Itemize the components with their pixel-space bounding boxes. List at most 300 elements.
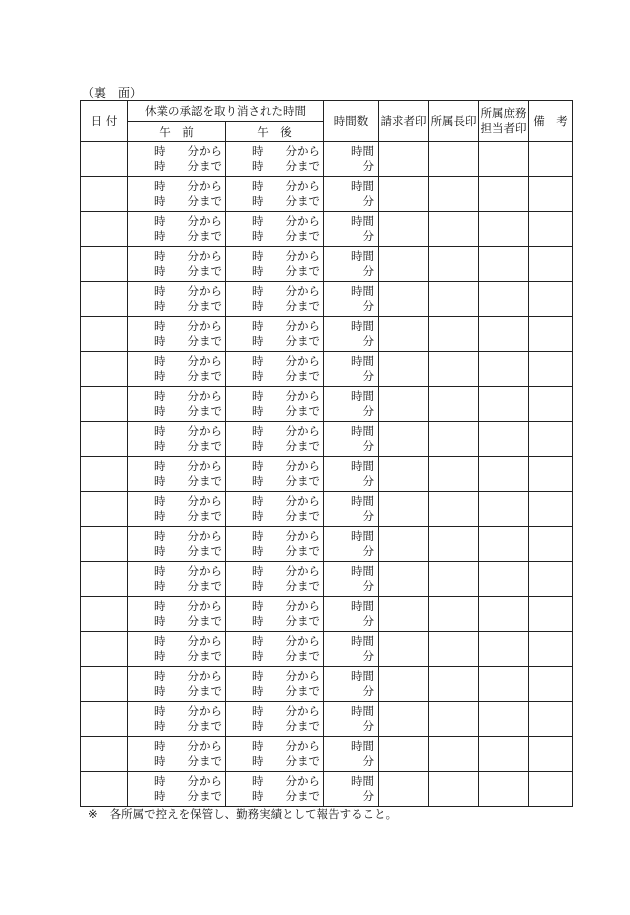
am-ji: 時: [154, 389, 166, 403]
chief-seal-cell[interactable]: [429, 492, 479, 527]
pm-ji: 時: [252, 739, 264, 753]
am-ji: 時: [154, 179, 166, 193]
pm-ji: 時: [252, 494, 264, 508]
pm-ji: 時: [252, 719, 264, 733]
pm-ji: 時: [252, 634, 264, 648]
am-ji: 時: [154, 739, 166, 753]
pm-fun-made: 分まで: [285, 369, 320, 383]
requester-seal-cell[interactable]: [379, 457, 429, 492]
hours-cell[interactable]: [324, 667, 379, 702]
notes-cell[interactable]: [529, 527, 573, 562]
table-row: [81, 247, 573, 282]
pm-time-cell[interactable]: [226, 562, 324, 597]
hours-cell[interactable]: [324, 247, 379, 282]
pm-ji: 時: [252, 194, 264, 208]
am-ji: 時: [154, 634, 166, 648]
staff-seal-cell[interactable]: [479, 737, 529, 772]
staff-seal-cell[interactable]: [479, 702, 529, 737]
staff-seal-cell[interactable]: [479, 667, 529, 702]
pm-ji: 時: [252, 579, 264, 593]
date-cell[interactable]: [81, 737, 128, 772]
hours-cell[interactable]: [324, 212, 379, 247]
pm-fun-kara: 分から: [285, 179, 320, 193]
am-time-cell[interactable]: [128, 597, 226, 632]
am-ji: 時: [154, 719, 166, 733]
am-ji: 時: [154, 564, 166, 578]
pm-fun-kara: 分から: [285, 424, 320, 438]
header-staff-seal-line2: 担当者印: [480, 121, 527, 135]
staff-seal-cell[interactable]: [479, 247, 529, 282]
pm-fun-kara: 分から: [285, 389, 320, 403]
am-ji: 時: [154, 704, 166, 718]
chief-seal-cell[interactable]: [429, 632, 479, 667]
hours-fun: 分: [362, 474, 374, 488]
hours-cell[interactable]: [324, 562, 379, 597]
hours-jikan: 時間: [351, 669, 374, 683]
pm-fun-made: 分まで: [285, 404, 320, 418]
date-cell[interactable]: [81, 667, 128, 702]
hours-cell[interactable]: [324, 387, 379, 422]
requester-seal-cell[interactable]: [379, 632, 429, 667]
pm-ji: 時: [252, 544, 264, 558]
hours-jikan: 時間: [351, 179, 374, 193]
chief-seal-cell[interactable]: [429, 562, 479, 597]
table-row: [81, 177, 573, 212]
date-cell[interactable]: [81, 142, 128, 177]
staff-seal-cell[interactable]: [479, 562, 529, 597]
notes-cell[interactable]: [529, 562, 573, 597]
hours-jikan: 時間: [351, 599, 374, 613]
am-fun-kara: 分から: [187, 354, 222, 368]
am-time-cell[interactable]: [128, 387, 226, 422]
requester-seal-cell[interactable]: [379, 562, 429, 597]
pm-time-cell[interactable]: [226, 772, 324, 807]
chief-seal-cell[interactable]: [429, 527, 479, 562]
pm-fun-made: 分まで: [285, 334, 320, 348]
am-time-cell[interactable]: [128, 317, 226, 352]
am-fun-kara: 分から: [187, 669, 222, 683]
table-body: [81, 142, 573, 807]
notes-cell[interactable]: [529, 772, 573, 807]
date-cell[interactable]: [81, 597, 128, 632]
am-fun-kara: 分から: [187, 284, 222, 298]
pm-ji: 時: [252, 564, 264, 578]
pm-time-cell[interactable]: [226, 632, 324, 667]
pm-ji: 時: [252, 704, 264, 718]
am-ji: 時: [154, 264, 166, 278]
table-row: [81, 387, 573, 422]
staff-seal-cell[interactable]: [479, 317, 529, 352]
table-row: [81, 667, 573, 702]
chief-seal-cell[interactable]: [429, 737, 479, 772]
header-pm: 午 後: [226, 122, 324, 142]
chief-seal-cell[interactable]: [429, 702, 479, 737]
staff-seal-cell[interactable]: [479, 457, 529, 492]
chief-seal-cell[interactable]: [429, 667, 479, 702]
table-row: [81, 492, 573, 527]
am-time-cell[interactable]: [128, 422, 226, 457]
notes-cell[interactable]: [529, 492, 573, 527]
pm-time-cell[interactable]: [226, 597, 324, 632]
pm-time-cell[interactable]: [226, 667, 324, 702]
am-ji: 時: [154, 369, 166, 383]
am-fun-made: 分まで: [187, 544, 222, 558]
pm-time-cell[interactable]: [226, 282, 324, 317]
chief-seal-cell[interactable]: [429, 212, 479, 247]
hours-jikan: 時間: [351, 494, 374, 508]
am-ji: 時: [154, 404, 166, 418]
notes-cell[interactable]: [529, 387, 573, 422]
header-leave-title: 休業の承認を取り消された時間: [128, 101, 324, 122]
pm-ji: 時: [252, 229, 264, 243]
staff-seal-cell[interactable]: [479, 422, 529, 457]
requester-seal-cell[interactable]: [379, 422, 429, 457]
table-row: [81, 702, 573, 737]
table-row: [81, 772, 573, 807]
hours-cell[interactable]: [324, 772, 379, 807]
pm-fun-made: 分まで: [285, 754, 320, 768]
date-cell[interactable]: [81, 177, 128, 212]
chief-seal-cell[interactable]: [429, 142, 479, 177]
pm-ji: 時: [252, 284, 264, 298]
am-fun-kara: 分から: [187, 739, 222, 753]
table-row: [81, 632, 573, 667]
staff-seal-cell[interactable]: [479, 387, 529, 422]
date-cell[interactable]: [81, 352, 128, 387]
hours-jikan: 時間: [351, 459, 374, 473]
pm-time-cell[interactable]: [226, 142, 324, 177]
am-time-cell[interactable]: [128, 247, 226, 282]
hours-cell[interactable]: [324, 492, 379, 527]
hours-fun: 分: [362, 684, 374, 698]
am-fun-kara: 分から: [187, 319, 222, 333]
am-fun-made: 分まで: [187, 754, 222, 768]
hours-jikan: 時間: [351, 529, 374, 543]
hours-fun: 分: [362, 579, 374, 593]
notes-cell[interactable]: [529, 177, 573, 212]
pm-ji: 時: [252, 179, 264, 193]
am-fun-kara: 分から: [187, 634, 222, 648]
am-time-cell[interactable]: [128, 212, 226, 247]
pm-ji: 時: [252, 669, 264, 683]
hours-jikan: 時間: [351, 704, 374, 718]
hours-cell[interactable]: [324, 177, 379, 212]
am-fun-made: 分まで: [187, 649, 222, 663]
pm-fun-kara: 分から: [285, 529, 320, 543]
date-cell[interactable]: [81, 527, 128, 562]
am-time-cell[interactable]: [128, 527, 226, 562]
pm-ji: 時: [252, 474, 264, 488]
am-time-cell[interactable]: [128, 142, 226, 177]
am-fun-kara: 分から: [187, 564, 222, 578]
am-ji: 時: [154, 334, 166, 348]
am-ji: 時: [154, 684, 166, 698]
notes-cell[interactable]: [529, 142, 573, 177]
date-cell[interactable]: [81, 772, 128, 807]
pm-fun-made: 分まで: [285, 579, 320, 593]
pm-time-cell[interactable]: [226, 457, 324, 492]
am-time-cell[interactable]: [128, 667, 226, 702]
date-cell[interactable]: [81, 317, 128, 352]
hours-fun: 分: [362, 754, 374, 768]
requester-seal-cell[interactable]: [379, 772, 429, 807]
pm-fun-kara: 分から: [285, 144, 320, 158]
pm-ji: 時: [252, 774, 264, 788]
hours-fun: 分: [362, 369, 374, 383]
table-row: [81, 562, 573, 597]
requester-seal-cell[interactable]: [379, 387, 429, 422]
hours-cell[interactable]: [324, 282, 379, 317]
pm-fun-made: 分まで: [285, 229, 320, 243]
pm-ji: 時: [252, 529, 264, 543]
staff-seal-cell[interactable]: [479, 142, 529, 177]
chief-seal-cell[interactable]: [429, 597, 479, 632]
pm-ji: 時: [252, 319, 264, 333]
hours-fun: 分: [362, 439, 374, 453]
pm-fun-made: 分まで: [285, 509, 320, 523]
table-row: [81, 527, 573, 562]
staff-seal-cell[interactable]: [479, 632, 529, 667]
hours-fun: 分: [362, 194, 374, 208]
pm-fun-kara: 分から: [285, 249, 320, 263]
date-cell[interactable]: [81, 422, 128, 457]
am-ji: 時: [154, 354, 166, 368]
pm-ji: 時: [252, 789, 264, 803]
staff-seal-cell[interactable]: [479, 352, 529, 387]
requester-seal-cell[interactable]: [379, 667, 429, 702]
am-ji: 時: [154, 299, 166, 313]
date-cell[interactable]: [81, 247, 128, 282]
pm-time-cell[interactable]: [226, 702, 324, 737]
pm-ji: 時: [252, 614, 264, 628]
pm-ji: 時: [252, 389, 264, 403]
am-fun-kara: 分から: [187, 459, 222, 473]
pm-fun-kara: 分から: [285, 564, 320, 578]
staff-seal-cell[interactable]: [479, 527, 529, 562]
date-cell[interactable]: [81, 387, 128, 422]
pm-ji: 時: [252, 599, 264, 613]
hours-jikan: 時間: [351, 739, 374, 753]
notes-cell[interactable]: [529, 457, 573, 492]
date-cell[interactable]: [81, 492, 128, 527]
pm-time-cell[interactable]: [226, 492, 324, 527]
hours-jikan: 時間: [351, 424, 374, 438]
hours-fun: 分: [362, 404, 374, 418]
am-ji: 時: [154, 424, 166, 438]
date-cell[interactable]: [81, 457, 128, 492]
pm-time-cell[interactable]: [226, 422, 324, 457]
chief-seal-cell[interactable]: [429, 457, 479, 492]
header-am: 午 前: [128, 122, 226, 142]
notes-cell[interactable]: [529, 667, 573, 702]
staff-seal-cell[interactable]: [479, 772, 529, 807]
pm-fun-kara: 分から: [285, 319, 320, 333]
pm-time-cell[interactable]: [226, 352, 324, 387]
am-ji: 時: [154, 249, 166, 263]
hours-jikan: 時間: [351, 564, 374, 578]
pm-time-cell[interactable]: [226, 527, 324, 562]
chief-seal-cell[interactable]: [429, 772, 479, 807]
am-ji: 時: [154, 229, 166, 243]
am-fun-kara: 分から: [187, 144, 222, 158]
pm-time-cell[interactable]: [226, 387, 324, 422]
staff-seal-cell[interactable]: [479, 492, 529, 527]
requester-seal-cell[interactable]: [379, 737, 429, 772]
requester-seal-cell[interactable]: [379, 282, 429, 317]
hours-cell[interactable]: [324, 142, 379, 177]
am-time-cell[interactable]: [128, 352, 226, 387]
pm-fun-kara: 分から: [285, 704, 320, 718]
pm-fun-kara: 分から: [285, 634, 320, 648]
am-fun-kara: 分から: [187, 774, 222, 788]
hours-jikan: 時間: [351, 319, 374, 333]
am-ji: 時: [154, 284, 166, 298]
pm-fun-made: 分まで: [285, 264, 320, 278]
date-cell[interactable]: [81, 702, 128, 737]
am-fun-kara: 分から: [187, 389, 222, 403]
am-fun-made: 分まで: [187, 474, 222, 488]
table-row: [81, 597, 573, 632]
hours-fun: 分: [362, 789, 374, 803]
requester-seal-cell[interactable]: [379, 317, 429, 352]
am-ji: 時: [154, 789, 166, 803]
pm-ji: 時: [252, 424, 264, 438]
pm-ji: 時: [252, 334, 264, 348]
notes-cell[interactable]: [529, 702, 573, 737]
notes-cell[interactable]: [529, 212, 573, 247]
hours-fun: 分: [362, 544, 374, 558]
requester-seal-cell[interactable]: [379, 212, 429, 247]
hours-cell[interactable]: [324, 422, 379, 457]
am-time-cell[interactable]: [128, 457, 226, 492]
am-ji: 時: [154, 494, 166, 508]
date-cell[interactable]: [81, 282, 128, 317]
am-fun-kara: 分から: [187, 529, 222, 543]
am-ji: 時: [154, 529, 166, 543]
am-ji: 時: [154, 144, 166, 158]
am-time-cell[interactable]: [128, 772, 226, 807]
hours-cell[interactable]: [324, 702, 379, 737]
am-time-cell[interactable]: [128, 492, 226, 527]
pm-time-cell[interactable]: [226, 247, 324, 282]
am-fun-kara: 分から: [187, 599, 222, 613]
staff-seal-cell[interactable]: [479, 212, 529, 247]
am-time-cell[interactable]: [128, 702, 226, 737]
hours-cell[interactable]: [324, 352, 379, 387]
footnote-text: 各所属で控えを保管し、勤務実績として報告すること。: [109, 807, 398, 821]
table-row: [81, 142, 573, 177]
am-ji: 時: [154, 579, 166, 593]
requester-seal-cell[interactable]: [379, 597, 429, 632]
am-fun-kara: 分から: [187, 494, 222, 508]
hours-fun: 分: [362, 719, 374, 733]
date-cell[interactable]: [81, 562, 128, 597]
requester-seal-cell[interactable]: [379, 492, 429, 527]
notes-cell[interactable]: [529, 282, 573, 317]
notes-cell[interactable]: [529, 632, 573, 667]
notes-cell[interactable]: [529, 247, 573, 282]
table-row: [81, 737, 573, 772]
hours-cell[interactable]: [324, 597, 379, 632]
pm-fun-kara: 分から: [285, 284, 320, 298]
hours-fun: 分: [362, 159, 374, 173]
pm-fun-made: 分まで: [285, 194, 320, 208]
chief-seal-cell[interactable]: [429, 387, 479, 422]
hours-cell[interactable]: [324, 457, 379, 492]
requester-seal-cell[interactable]: [379, 142, 429, 177]
am-time-cell[interactable]: [128, 562, 226, 597]
notes-cell[interactable]: [529, 422, 573, 457]
am-fun-made: 分まで: [187, 684, 222, 698]
staff-seal-cell[interactable]: [479, 282, 529, 317]
notes-cell[interactable]: [529, 597, 573, 632]
am-fun-made: 分まで: [187, 194, 222, 208]
pm-ji: 時: [252, 404, 264, 418]
am-fun-made: 分まで: [187, 159, 222, 173]
am-ji: 時: [154, 649, 166, 663]
am-fun-made: 分まで: [187, 579, 222, 593]
date-cell[interactable]: [81, 632, 128, 667]
am-time-cell[interactable]: [128, 632, 226, 667]
notes-cell[interactable]: [529, 352, 573, 387]
pm-ji: 時: [252, 459, 264, 473]
am-ji: 時: [154, 509, 166, 523]
page-label: （裏 面）: [82, 86, 143, 100]
chief-seal-cell[interactable]: [429, 247, 479, 282]
staff-seal-cell[interactable]: [479, 177, 529, 212]
am-fun-kara: 分から: [187, 249, 222, 263]
hours-cell[interactable]: [324, 317, 379, 352]
hours-fun: 分: [362, 264, 374, 278]
footnote-mark: ※: [88, 807, 98, 821]
am-time-cell[interactable]: [128, 282, 226, 317]
requester-seal-cell[interactable]: [379, 352, 429, 387]
staff-seal-cell[interactable]: [479, 597, 529, 632]
hours-cell[interactable]: [324, 632, 379, 667]
date-cell[interactable]: [81, 212, 128, 247]
hours-cell[interactable]: [324, 737, 379, 772]
hours-fun: 分: [362, 229, 374, 243]
pm-time-cell[interactable]: [226, 737, 324, 772]
notes-cell[interactable]: [529, 317, 573, 352]
chief-seal-cell[interactable]: [429, 282, 479, 317]
hours-jikan: 時間: [351, 284, 374, 298]
requester-seal-cell[interactable]: [379, 702, 429, 737]
hours-cell[interactable]: [324, 527, 379, 562]
hours-jikan: 時間: [351, 214, 374, 228]
pm-time-cell[interactable]: [226, 317, 324, 352]
pm-fun-made: 分まで: [285, 299, 320, 313]
chief-seal-cell[interactable]: [429, 352, 479, 387]
am-time-cell[interactable]: [128, 737, 226, 772]
chief-seal-cell[interactable]: [429, 177, 479, 212]
pm-time-cell[interactable]: [226, 212, 324, 247]
am-fun-made: 分まで: [187, 369, 222, 383]
pm-fun-kara: 分から: [285, 739, 320, 753]
am-ji: 時: [154, 459, 166, 473]
pm-time-cell[interactable]: [226, 177, 324, 212]
pm-ji: 時: [252, 649, 264, 663]
chief-seal-cell[interactable]: [429, 422, 479, 457]
requester-seal-cell[interactable]: [379, 247, 429, 282]
chief-seal-cell[interactable]: [429, 317, 479, 352]
pm-fun-made: 分まで: [285, 684, 320, 698]
am-time-cell[interactable]: [128, 177, 226, 212]
requester-seal-cell[interactable]: [379, 527, 429, 562]
notes-cell[interactable]: [529, 737, 573, 772]
pm-ji: 時: [252, 249, 264, 263]
requester-seal-cell[interactable]: [379, 177, 429, 212]
